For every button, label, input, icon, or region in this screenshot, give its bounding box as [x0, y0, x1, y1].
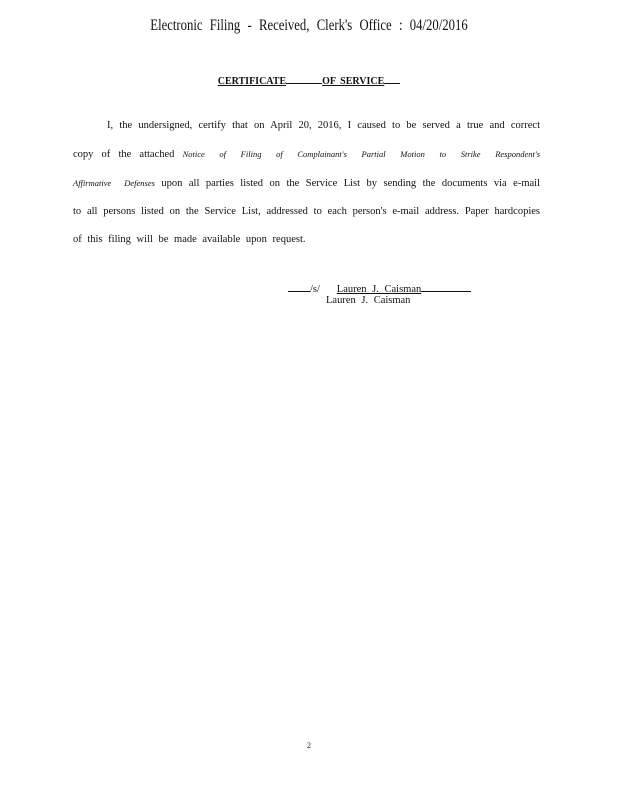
attached-document-title: Notice of Filing of Complainant's Partial Motion to Strike Respondent's Affirmative Defenses [73, 149, 540, 188]
document-title [0, 74, 618, 87]
certificate-body [73, 112, 540, 254]
signer-printed-name: Lauren J. Caisman [326, 295, 411, 306]
signature-prefix: /s/ [310, 284, 320, 295]
body-intro-text: I, the undersigned, certify that on April 20, 2016, I caused to be served a true and correct copy of the attached [73, 120, 540, 160]
title-underline-tail [384, 74, 400, 84]
signature-signed-name: Lauren J. Caisman [336, 284, 422, 295]
page-number: 2 [307, 741, 311, 750]
body-rest-text: upon all parties listed on the Service List by sending the documents via e-mail to all persons listed on the Service List, addressed to each person's e-mail address. Paper hardcopies of this filing will be made available upon request. [73, 178, 541, 245]
signature-underline-right [421, 281, 471, 292]
signature-line [288, 281, 471, 295]
title-part-certificate: CERTIFICATE [217, 76, 287, 87]
filing-stamp-header: Electronic Filing - Received, Clerk's Office : 04/20/2016 [150, 17, 468, 34]
signature-underline-left [288, 281, 310, 292]
title-part-of-service: OF SERVICE [322, 76, 385, 87]
title-underline-gap [286, 74, 322, 84]
